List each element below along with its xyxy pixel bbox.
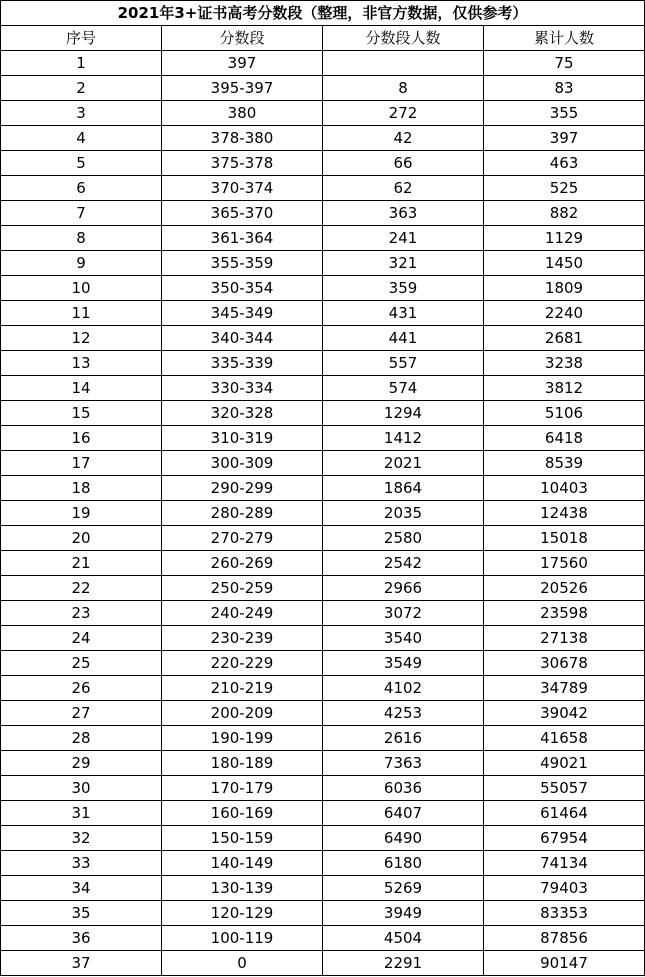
cell-index: 26: [1, 676, 162, 701]
table-row: [1, 126, 645, 151]
cell-score-range: 330-334: [162, 376, 323, 401]
cell-range-count: 2291: [323, 951, 484, 976]
cell-index: 13: [1, 351, 162, 376]
cell-range-count: 321: [323, 251, 484, 276]
cell-index: 16: [1, 426, 162, 451]
cell-cumulative-count: 61464: [484, 801, 645, 826]
table-row: [1, 751, 645, 776]
cell-index: 31: [1, 801, 162, 826]
table-row: [1, 826, 645, 851]
cell-score-range: 250-259: [162, 576, 323, 601]
table-row: [1, 376, 645, 401]
cell-score-range: 230-239: [162, 626, 323, 651]
cell-score-range: 120-129: [162, 901, 323, 926]
cell-index: 20: [1, 526, 162, 551]
cell-score-range: 150-159: [162, 826, 323, 851]
cell-index: 36: [1, 926, 162, 951]
table-row: [1, 351, 645, 376]
cell-cumulative-count: 90147: [484, 951, 645, 976]
cell-range-count: 6036: [323, 776, 484, 801]
cell-range-count: 2580: [323, 526, 484, 551]
cell-cumulative-count: 75: [484, 51, 645, 76]
cell-score-range: 397: [162, 51, 323, 76]
cell-cumulative-count: 12438: [484, 501, 645, 526]
cell-score-range: 280-289: [162, 501, 323, 526]
cell-score-range: 370-374: [162, 176, 323, 201]
cell-range-count: 441: [323, 326, 484, 351]
cell-range-count: 574: [323, 376, 484, 401]
cell-cumulative-count: 74134: [484, 851, 645, 876]
cell-index: 5: [1, 151, 162, 176]
cell-cumulative-count: 5106: [484, 401, 645, 426]
cell-range-count: 8: [323, 76, 484, 101]
cell-range-count: 3540: [323, 626, 484, 651]
table-row: [1, 201, 645, 226]
table-row: [1, 576, 645, 601]
cell-range-count: 431: [323, 301, 484, 326]
cell-cumulative-count: 30678: [484, 651, 645, 676]
cell-range-count: 62: [323, 176, 484, 201]
cell-score-range: 365-370: [162, 201, 323, 226]
cell-index: 28: [1, 726, 162, 751]
cell-score-range: 380: [162, 101, 323, 126]
table-row: [1, 526, 645, 551]
cell-score-range: 260-269: [162, 551, 323, 576]
cell-range-count: 6407: [323, 801, 484, 826]
cell-range-count: 557: [323, 351, 484, 376]
cell-range-count: 4253: [323, 701, 484, 726]
cell-index: 10: [1, 276, 162, 301]
cell-score-range: 300-309: [162, 451, 323, 476]
cell-cumulative-count: 1809: [484, 276, 645, 301]
cell-index: 22: [1, 576, 162, 601]
cell-score-range: 190-199: [162, 726, 323, 751]
cell-range-count: 241: [323, 226, 484, 251]
cell-index: 35: [1, 901, 162, 926]
cell-cumulative-count: 83353: [484, 901, 645, 926]
cell-score-range: 180-189: [162, 751, 323, 776]
table-row: [1, 626, 645, 651]
header-range-count: 分数段人数: [323, 26, 484, 51]
cell-cumulative-count: 3812: [484, 376, 645, 401]
cell-index: 37: [1, 951, 162, 976]
cell-range-count: 66: [323, 151, 484, 176]
table-row: [1, 851, 645, 876]
cell-cumulative-count: 1450: [484, 251, 645, 276]
cell-cumulative-count: 397: [484, 126, 645, 151]
cell-index: 29: [1, 751, 162, 776]
cell-cumulative-count: 17560: [484, 551, 645, 576]
cell-score-range: 290-299: [162, 476, 323, 501]
cell-range-count: 5269: [323, 876, 484, 901]
cell-index: 8: [1, 226, 162, 251]
cell-range-count: 2966: [323, 576, 484, 601]
table-row: [1, 651, 645, 676]
cell-cumulative-count: 41658: [484, 726, 645, 751]
cell-index: 11: [1, 301, 162, 326]
cell-index: 9: [1, 251, 162, 276]
cell-index: 21: [1, 551, 162, 576]
cell-cumulative-count: 463: [484, 151, 645, 176]
table-row: [1, 801, 645, 826]
cell-cumulative-count: 27138: [484, 626, 645, 651]
table-title: 2021年3+证书高考分数段（整理，非官方数据，仅供参考）: [1, 1, 645, 26]
cell-score-range: 320-328: [162, 401, 323, 426]
table-row: [1, 951, 645, 976]
cell-score-range: 160-169: [162, 801, 323, 826]
header-score-range: 分数段: [162, 26, 323, 51]
cell-index: 19: [1, 501, 162, 526]
cell-cumulative-count: 83: [484, 76, 645, 101]
cell-score-range: 310-319: [162, 426, 323, 451]
cell-range-count: 3072: [323, 601, 484, 626]
table-row: [1, 776, 645, 801]
cell-cumulative-count: 23598: [484, 601, 645, 626]
cell-index: 23: [1, 601, 162, 626]
cell-index: 6: [1, 176, 162, 201]
cell-score-range: 340-344: [162, 326, 323, 351]
cell-range-count: 2021: [323, 451, 484, 476]
cell-score-range: 0: [162, 951, 323, 976]
cell-score-range: 395-397: [162, 76, 323, 101]
cell-score-range: 378-380: [162, 126, 323, 151]
cell-index: 7: [1, 201, 162, 226]
cell-range-count: 2616: [323, 726, 484, 751]
header-row: [1, 26, 645, 51]
header-index: 序号: [1, 26, 162, 51]
cell-range-count: 359: [323, 276, 484, 301]
table-row: [1, 251, 645, 276]
cell-score-range: 220-229: [162, 651, 323, 676]
cell-range-count: [323, 51, 484, 76]
table-row: [1, 51, 645, 76]
cell-score-range: 355-359: [162, 251, 323, 276]
cell-range-count: 4102: [323, 676, 484, 701]
cell-range-count: 3949: [323, 901, 484, 926]
cell-score-range: 240-249: [162, 601, 323, 626]
cell-range-count: 6490: [323, 826, 484, 851]
cell-score-range: 361-364: [162, 226, 323, 251]
cell-cumulative-count: 20526: [484, 576, 645, 601]
table-row: [1, 726, 645, 751]
cell-index: 1: [1, 51, 162, 76]
cell-index: 25: [1, 651, 162, 676]
cell-score-range: 170-179: [162, 776, 323, 801]
table-row: [1, 876, 645, 901]
cell-cumulative-count: 15018: [484, 526, 645, 551]
cell-cumulative-count: 882: [484, 201, 645, 226]
cell-index: 4: [1, 126, 162, 151]
cell-range-count: 272: [323, 101, 484, 126]
table-row: [1, 451, 645, 476]
cell-cumulative-count: 79403: [484, 876, 645, 901]
cell-score-range: 345-349: [162, 301, 323, 326]
table-row: [1, 901, 645, 926]
cell-range-count: 7363: [323, 751, 484, 776]
cell-index: 3: [1, 101, 162, 126]
cell-range-count: 42: [323, 126, 484, 151]
cell-score-range: 100-119: [162, 926, 323, 951]
cell-cumulative-count: 39042: [484, 701, 645, 726]
cell-index: 18: [1, 476, 162, 501]
cell-index: 17: [1, 451, 162, 476]
cell-range-count: 3549: [323, 651, 484, 676]
cell-range-count: 1864: [323, 476, 484, 501]
table-row: [1, 476, 645, 501]
table-row: [1, 701, 645, 726]
table-row: [1, 551, 645, 576]
cell-score-range: 335-339: [162, 351, 323, 376]
cell-range-count: 1294: [323, 401, 484, 426]
cell-cumulative-count: 34789: [484, 676, 645, 701]
cell-cumulative-count: 1129: [484, 226, 645, 251]
cell-cumulative-count: 49021: [484, 751, 645, 776]
table-row: [1, 176, 645, 201]
table-row: [1, 426, 645, 451]
cell-cumulative-count: 3238: [484, 351, 645, 376]
cell-index: 30: [1, 776, 162, 801]
cell-cumulative-count: 355: [484, 101, 645, 126]
table-row: [1, 501, 645, 526]
cell-index: 33: [1, 851, 162, 876]
table-row: [1, 151, 645, 176]
table-row: [1, 301, 645, 326]
cell-index: 15: [1, 401, 162, 426]
title-row: [1, 1, 645, 26]
header-cumulative-count: 累计人数: [484, 26, 645, 51]
cell-score-range: 270-279: [162, 526, 323, 551]
cell-index: 34: [1, 876, 162, 901]
cell-cumulative-count: 2240: [484, 301, 645, 326]
cell-cumulative-count: 525: [484, 176, 645, 201]
cell-range-count: 4504: [323, 926, 484, 951]
cell-range-count: 1412: [323, 426, 484, 451]
cell-range-count: 2035: [323, 501, 484, 526]
cell-index: 12: [1, 326, 162, 351]
cell-score-range: 375-378: [162, 151, 323, 176]
cell-index: 14: [1, 376, 162, 401]
cell-index: 2: [1, 76, 162, 101]
cell-cumulative-count: 8539: [484, 451, 645, 476]
cell-score-range: 210-219: [162, 676, 323, 701]
cell-cumulative-count: 67954: [484, 826, 645, 851]
cell-cumulative-count: 55057: [484, 776, 645, 801]
cell-index: 27: [1, 701, 162, 726]
cell-index: 32: [1, 826, 162, 851]
table-body: [1, 51, 645, 976]
table-row: [1, 226, 645, 251]
cell-score-range: 200-209: [162, 701, 323, 726]
table-row: [1, 76, 645, 101]
cell-range-count: 2542: [323, 551, 484, 576]
cell-score-range: 140-149: [162, 851, 323, 876]
cell-index: 24: [1, 626, 162, 651]
cell-range-count: 6180: [323, 851, 484, 876]
table-row: [1, 101, 645, 126]
table-row: [1, 676, 645, 701]
cell-range-count: 363: [323, 201, 484, 226]
cell-cumulative-count: 87856: [484, 926, 645, 951]
cell-cumulative-count: 6418: [484, 426, 645, 451]
cell-score-range: 130-139: [162, 876, 323, 901]
table-row: [1, 276, 645, 301]
table-row: [1, 326, 645, 351]
table-row: [1, 401, 645, 426]
cell-cumulative-count: 10403: [484, 476, 645, 501]
cell-score-range: 350-354: [162, 276, 323, 301]
table-row: [1, 926, 645, 951]
cell-cumulative-count: 2681: [484, 326, 645, 351]
table-row: [1, 601, 645, 626]
